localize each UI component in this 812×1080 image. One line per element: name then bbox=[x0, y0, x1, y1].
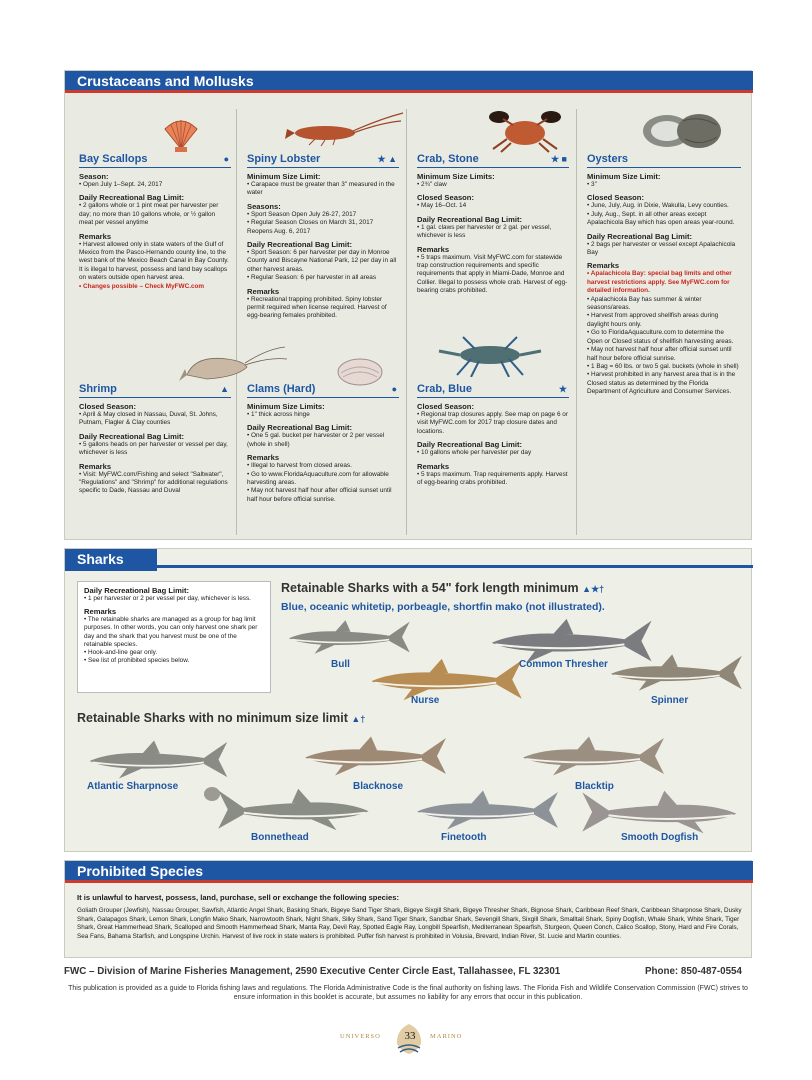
stone-crab-illustration bbox=[485, 105, 565, 153]
spinner-shark-illustration bbox=[605, 653, 745, 692]
shrimp-title: Shrimp ▲ bbox=[79, 383, 231, 398]
bonnethead-shark-illustration bbox=[215, 787, 375, 832]
crustaceans-panel bbox=[64, 70, 752, 540]
footer-contact: FWC – Division of Marine Fisheries Management, 2590 Executive Center Circle East, Tallahassee, FL 32301 bbox=[64, 966, 561, 977]
shark-label-finetooth: Finetooth bbox=[441, 832, 487, 843]
smooth-dogfish-illustration bbox=[579, 789, 743, 835]
bull-shark-illustration bbox=[283, 619, 413, 655]
shark-label-nurse: Nurse bbox=[411, 695, 440, 706]
oysters-title: Oysters bbox=[587, 153, 741, 168]
group1-title: Retainable Sharks with a 54" fork length minimum ▲★† bbox=[281, 581, 605, 595]
stone-crab-title: Crab, Stone ★ ■ bbox=[417, 153, 569, 168]
shark-label-common-thresher: Common Thresher bbox=[519, 659, 608, 670]
shark-label-blacknose: Blacknose bbox=[353, 781, 404, 792]
blacktip-shark-illustration bbox=[517, 735, 667, 777]
prohibited-lead: It is unlawful to harvest, possess, land, purchase, sell or exchange the following species: bbox=[77, 893, 399, 902]
oysters-section: Oysters Minimum Size Limit: • 3" Closed Season: • June, July, Aug. in Dixie, Wakulla, Levy counties. • July, Aug., Sept. in all other areas except Apalachicola Bay which has open areas year-round. Daily Recreational Bag Limit: • 2 bags per harvester or vessel except Apalachicola Bay Remarks • Apalachicola Bay: special bag limits and other harvest restrictions apply. See MyFWC.com for detailed information. • Apalachicola Bay has summer & winter seasons/areas. • Harvest from approved shellfish areas during daylight hours only. • Go to FloridaAquaculture.com to determine the Open or Closed status of shellfish harvesting areas. • May not harvest half hour after official sunset until half hour before official sunrise. • 1 Bag = 60 lbs. or two 5 gal. buckets (whole in shell) • Harvest prohibited in any harvest area that is in the Closed status as determined by the Florida Department of Agriculture and Consumer Services. bbox=[587, 153, 741, 397]
logo-left-text: UNIVERSO bbox=[340, 1033, 381, 1040]
bonnethead-head-inset bbox=[203, 785, 221, 803]
bay-scallops-section: Bay Scallops ● Season: • Open July 1–Sept. 24, 2017 Daily Recreational Bag Limit: • 2 gallons whole or 1 pint meat per harvester per day; no more than 10 gallons whole, or ½ gallon meat per vessel anytime Remarks • Harvest allowed only in state waters of the Gulf of Mexico from the Pasco-Hernando county line, to the west bank of the Mexico Beach Canal in Bay County. It is illegal to harvest, possess and land bay scallops on waters outside open harvest area. • Changes possible – Check MyFWC.com bbox=[79, 153, 231, 291]
group1-subtitle: Blue, oceanic whitetip, porbeagle, shortfin mako (not illustrated). bbox=[281, 601, 605, 613]
shark-label-spinner: Spinner bbox=[651, 695, 689, 706]
shrimp-section: Shrimp ▲ Closed Season: • April & May closed in Nassau, Duval, St. Johns, Putnam, Flagler & Clay counties Daily Recreational Bag Limit: • 5 gallons heads on per harvester or vessel per day, whichever is less Remarks • Visit: MyFWC.com/Fishing and select "Saltwater", "Regulations" and "Shrimp" for additional regulations specific to Dade, Nassau and Duval bbox=[79, 383, 231, 496]
group2-title: Retainable Sharks with no minimum size limit ▲† bbox=[77, 711, 366, 725]
blue-crab-section: Crab, Blue ★ Closed Season: • Regional trap closures apply. See map on page 6 or visit MyFWC.com for 2017 trap closure dates and locations. Daily Recreational Bag Limit: • 10 gallons whole per harvester per day Remarks • 5 traps maximum. Trap requirements apply. Harvest of egg-bearing crabs prohibited. bbox=[417, 383, 569, 487]
bay-scallops-title: Bay Scallops ● bbox=[79, 153, 231, 168]
blacknose-shark-illustration bbox=[299, 735, 449, 777]
sharks-info-box: Daily Recreational Bag Limit: • 1 per harvester or 2 per vessel per day, whichever is less. Remarks • The retainable sharks are managed as a group for bag limit purposes. In other words, you can only harvest one shark per day and the shark that you harvest must be one of the retainable species. • Hook-and-line gear only. • See list of prohibited species below. bbox=[77, 581, 271, 693]
sharks-panel bbox=[64, 548, 752, 852]
crustaceans-header: Crustaceans and Mollusks bbox=[65, 71, 753, 93]
lobster-illustration bbox=[285, 111, 405, 147]
spiny-lobster-title: Spiny Lobster ★ ▲ bbox=[247, 153, 399, 168]
footer-phone: Phone: 850-487-0554 bbox=[645, 966, 742, 977]
clams-title: Clams (Hard) ● bbox=[247, 383, 399, 398]
nurse-shark-illustration bbox=[365, 657, 525, 702]
universo-marino-logo bbox=[340, 1022, 480, 1056]
sharks-header: Sharks bbox=[65, 549, 157, 571]
finetooth-shark-illustration bbox=[411, 789, 561, 831]
prohibited-list: Goliath Grouper (Jewfish), Nassau Grouper, Sawfish, Atlantic Angel Shark, Basking Shark, Bigeye Sand Tiger Shark, Bigeye Sixgill Shark, Bigeye Thresher Shark, Bignose Shark, Caribbean Reef Shark, Caribbean Sharpnose Shark, Dusky Shark, Galapagos Shark, Lemon Shark, Longfin Mako Shark, Narrowtooth Shark, Night Shark, Silky Shark, Sand Tiger Shark, Sandbar Shark, Sevengill Shark, Sixgill Shark, Smalltail Shark, Spiny Dogfish, Whale Shark, White Shark, Tiger Shark, Great Hammerhead Shark, Scalloped and Smooth Hammerhead Shark, Manta Ray, Devil Ray, Spotted Eagle Ray, Longbill Spearfish, Mediterranean Spearfish, Sturgeon, Queen Conch, Calico Scallop, Stony, Hard and Fire Corals, Sea Fans, Bahama Starfish, and Longspine Urchin. Harvest of live rock in state waters is prohibited. Puffer fish harvest is prohibited in Volusia, Brevard, Indian River, St. Lucie and Martin counties. bbox=[77, 907, 742, 940]
scallop-illustration bbox=[161, 115, 201, 153]
shark-label-atlantic-sharpnose: Atlantic Sharpnose bbox=[87, 781, 179, 792]
blue-crab-illustration bbox=[435, 333, 545, 377]
oysters-illustration bbox=[639, 111, 723, 151]
changes-possible-link[interactable]: • Changes possible – Check MyFWC.com bbox=[79, 283, 231, 291]
logo-right-text: MARINO bbox=[430, 1033, 463, 1040]
blue-crab-title: Crab, Blue ★ bbox=[417, 383, 569, 398]
footer-disclaimer: This publication is provided as a guide to Florida fishing laws and regulations. The Florida Administrative Code is the final authority on fishing laws. The Florida Fish and Wildlife Conservation Commission (FWC) strives to ensure information in this booklet is accurate, but assumes no liability for any errors that occur in this publication. bbox=[68, 985, 748, 1001]
stone-crab-section: Crab, Stone ★ ■ Minimum Size Limits: • 2¾" claw Closed Season: • May 16–Oct. 14 Daily Recreational Bag Limit: • 1 gal. claws per harvester or 2 gal. per vessel, whichever is less Remarks • 5 traps maximum. Visit MyFWC.com for statewide trap construction requirements and specific requirements that apply in Miami-Dade, Monroe and Collier. Illegal to possess whole crab. Harvest of egg-bearing crabs prohibited. bbox=[417, 153, 569, 296]
atlantic-sharpnose-illustration bbox=[83, 739, 231, 780]
prohibited-panel bbox=[64, 860, 752, 958]
logo-number: 33 bbox=[404, 1030, 416, 1042]
spiny-lobster-section: Spiny Lobster ★ ▲ Minimum Size Limit: • Carapace must be greater than 3" measured in the water Seasons: • Sport Season Open July 26-27, 2017 • Regular Season Closes on March 31, 2017 Reopens Aug. 6, 2017 Daily Recreational Bag Limit: • Sport Season: 6 per harvester per day in Monroe County and Biscayne National Park, 12 per day in all other harvest areas. • Regular Season: 6 per harvester in all areas Remarks • Recreational trapping prohibited. Spiny lobster permit required when license required. Harvest of egg-bearing females prohibited. bbox=[247, 153, 399, 321]
shark-label-bonnethead: Bonnethead bbox=[251, 832, 309, 843]
shark-label-blacktip: Blacktip bbox=[575, 781, 614, 792]
shrimp-illustration bbox=[177, 345, 287, 385]
clams-section: Clams (Hard) ● Minimum Size Limits: • 1" thick across hinge Daily Recreational Bag Limit: • One 5 gal. bucket per harvester or 2 per vessel (whole in shell) Remarks • Illegal to harvest from closed areas. • Go to www.FloridaAquaculture.com for allowable harvesting areas. • May not harvest half hour after official sunset until half hour before official sunrise. bbox=[247, 383, 399, 504]
prohibited-header: Prohibited Species bbox=[65, 861, 753, 883]
shark-label-smooth-dogfish: Smooth Dogfish bbox=[621, 832, 699, 843]
shark-label-bull: Bull bbox=[331, 659, 350, 670]
